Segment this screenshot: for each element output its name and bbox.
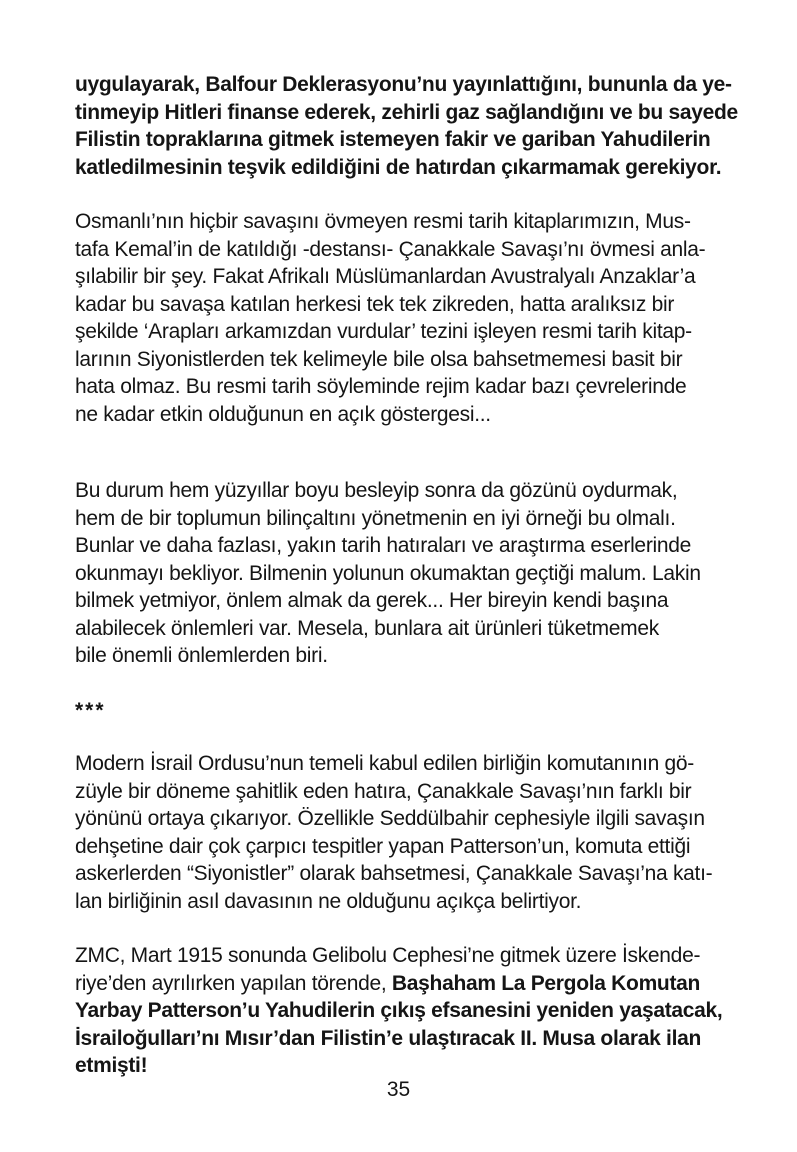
page-body	[75, 71, 738, 1107]
text-line	[75, 778, 735, 806]
bold-text-segment: İsrailoğulları’nı Mısır’dan Filistin’e ulaştıracak II. Musa olarak ilan	[75, 1026, 702, 1050]
text-line	[75, 587, 735, 615]
text-segment: alabilecek önlemleri var. Mesela, bunlara ait ürünleri tüketmemek	[75, 616, 659, 640]
text-line	[75, 318, 735, 346]
paragraph-modern-israil	[75, 750, 735, 915]
text-segment: larının Siyonistlerden tek kelimeyle bile olsa bahsetmemesi basit bir	[75, 347, 683, 371]
text-segment: Bu durum hem yüzyıllar boyu besleyip sonra da gözünü oydurmak,	[75, 479, 678, 502]
text-line	[75, 263, 735, 291]
bold-text-segment: tinmeyip Hitleri finanse ederek, zehirli gaz sağlandığını ve bu sayede	[75, 100, 738, 124]
bold-text-segment: Başhaham La Pergola Komutan	[391, 971, 701, 995]
bold-text-segment: katledilmesinin teşvik edildiğini de hatırdan çıkarmamak gerekiyor.	[75, 155, 722, 179]
text-line	[75, 477, 735, 505]
text-line	[75, 997, 735, 1025]
text-line	[75, 505, 735, 533]
text-segment: tafa Kemal’in de katıldığı -destansı- Çanakkale Savaşı’nı övmesi anla-	[75, 237, 706, 261]
text-line	[75, 942, 735, 970]
text-segment: şılabilir bir şey. Fakat Afrikalı Müslümanlardan Avustralyalı Anzaklar’a	[75, 265, 696, 288]
text-segment: askerlerden “Siyonistler” olarak bahsetmesi, Çanakkale Savaşı’na katı-	[75, 862, 713, 885]
text-line	[75, 970, 735, 998]
text-line	[75, 860, 735, 888]
text-line	[75, 560, 735, 588]
text-segment: yönünü ortaya çıkarıyor. Özellikle Seddülbahir cephesiyle ilgili savaşın	[75, 807, 705, 830]
bold-text-segment: etmişti!	[75, 1054, 148, 1077]
text-line	[75, 291, 735, 319]
page-number: 35	[386, 1078, 411, 1101]
text-segment: bile önemli önlemlerden biri.	[75, 644, 328, 667]
text-segment: lan birliğinin asıl davasının ne olduğunu açıkça belirtiyor.	[75, 889, 582, 913]
text-segment: Osmanlı’nın hiçbir savaşını övmeyen resmi tarih kitaplarımızın, Mus-	[75, 210, 691, 233]
text-segment: bilmek yetmiyor, önlem almak da gerek... Her bireyin kendi başına	[75, 589, 669, 612]
text-segment: ne kadar etkin olduğunun en açık göstergesi...	[75, 402, 491, 426]
text-segment: ***	[75, 698, 106, 722]
text-segment: riye’den ayrılırken yapılan törende,	[75, 971, 392, 995]
text-line	[75, 532, 735, 560]
text-segment: hata olmaz. Bu resmi tarih söyleminde rejim kadar bazı çevrelerinde	[75, 375, 687, 398]
text-line	[75, 208, 735, 236]
text-segment: şekilde ‘Arapları arkamızdan vurdular’ tezini işleyen resmi tarih kitap-	[75, 320, 692, 343]
text-line	[75, 750, 735, 778]
paragraph-osmanli	[75, 208, 735, 428]
bold-text-segment: Yarbay Patterson’u Yahudilerin çıkış efsanesini yeniden yaşatacak,	[75, 999, 723, 1022]
text-line	[75, 154, 735, 182]
text-segment: kadar bu savaşa katılan herkesi tek tek zikreden, hatta aralıksız bir	[75, 292, 675, 316]
paragraph-bu-durum	[75, 477, 735, 670]
text-line	[75, 805, 735, 833]
text-segment: okunmayı bekliyor. Bilmenin yolunun okumaktan geçtiği malum. Lakin	[75, 561, 701, 585]
text-segment: züyle bir döneme şahitlik eden hatıra, Çanakkale Savaşı’nın farklı bir	[75, 779, 692, 803]
bold-text-segment: uygulayarak, Balfour Deklerasyonu’nu yayınlattığını, bununla da ye-	[75, 73, 732, 96]
text-line	[75, 71, 735, 99]
section-separator	[75, 697, 735, 725]
text-line	[75, 401, 735, 429]
bold-text-segment: Filistin topraklarına gitmek istemeyen fakir ve gariban Yahudilerin	[75, 128, 711, 151]
paragraph-zmc	[75, 942, 735, 1080]
text-segment: dehşetine dair çok çarpıcı tespitler yapan Patterson’un, komuta ettiği	[75, 834, 691, 858]
paragraph-balfour	[75, 71, 738, 181]
text-segment: hem de bir toplumun bilinçaltını yönetmenin en iyi örneği bu olmalı.	[75, 506, 676, 530]
text-line	[75, 99, 738, 127]
text-line	[75, 615, 735, 643]
text-segment: ZMC, Mart 1915 sonunda Gelibolu Cephesi’ne gitmek üzere İskende-	[75, 944, 701, 967]
text-line	[75, 1025, 735, 1053]
text-line	[75, 236, 735, 264]
text-line	[75, 833, 735, 861]
text-line	[75, 373, 735, 401]
text-line	[75, 697, 735, 725]
text-line	[75, 126, 735, 154]
text-segment: Modern İsrail Ordusu’nun temeli kabul edilen birliğin komutanının gö-	[75, 752, 694, 775]
text-segment: Bunlar ve daha fazlası, yakın tarih hatıraları ve araştırma eserlerinde	[75, 534, 692, 557]
text-line	[75, 346, 735, 374]
text-line	[75, 642, 735, 670]
text-line	[75, 888, 735, 916]
